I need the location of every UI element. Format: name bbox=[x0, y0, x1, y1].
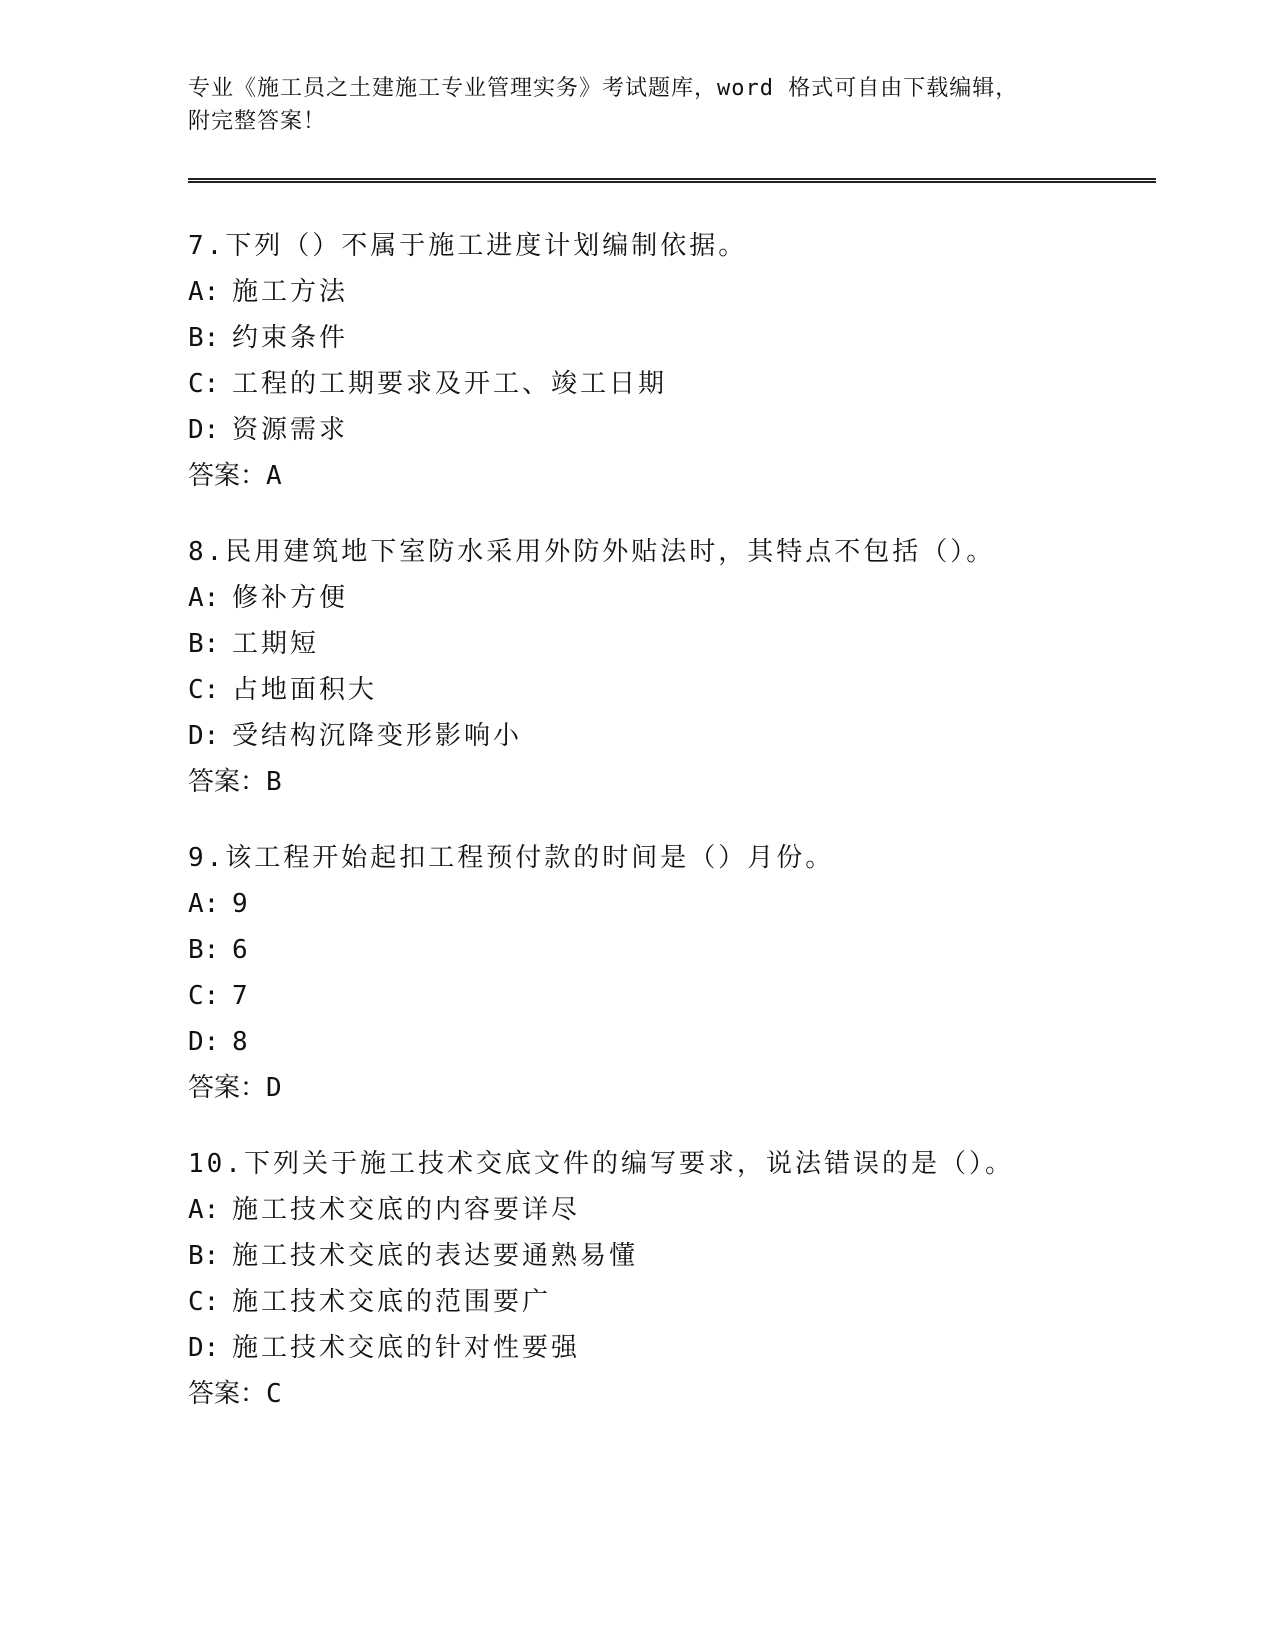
option-text: 施工技术交底的针对性要强 bbox=[232, 1333, 581, 1363]
option-d bbox=[188, 1325, 1148, 1371]
option-text: 修补方便 bbox=[232, 583, 349, 613]
question-9 bbox=[188, 835, 1148, 1111]
option-letter: D: bbox=[188, 415, 220, 445]
option-b bbox=[188, 315, 1148, 361]
question-stem: 9.该工程开始起扣工程预付款的时间是（）月份。 bbox=[188, 843, 835, 873]
option-text: 9 bbox=[232, 889, 251, 919]
answer-value: B bbox=[266, 767, 282, 797]
option-text: 施工技术交底的表达要通熟易懂 bbox=[232, 1241, 639, 1271]
option-text: 资源需求 bbox=[232, 415, 349, 445]
option-b bbox=[188, 621, 1148, 667]
answer-value: A bbox=[266, 461, 282, 491]
option-a bbox=[188, 575, 1148, 621]
document-header bbox=[188, 72, 1088, 138]
option-a bbox=[188, 1187, 1148, 1233]
option-c bbox=[188, 361, 1148, 407]
option-c bbox=[188, 1279, 1148, 1325]
question-10 bbox=[188, 1141, 1148, 1417]
answer-value: D bbox=[266, 1073, 282, 1103]
answer-line bbox=[188, 759, 1148, 805]
option-text: 施工方法 bbox=[232, 277, 349, 307]
header-line-1: 专业《施工员之土建施工专业管理实务》考试题库，word 格式可自由下载编辑， bbox=[188, 76, 1019, 101]
option-letter: A: bbox=[188, 1195, 220, 1225]
answer-value: C bbox=[266, 1379, 282, 1409]
option-letter: C: bbox=[188, 369, 220, 399]
answer-line bbox=[188, 1371, 1148, 1417]
option-letter: A: bbox=[188, 889, 220, 919]
question-stem: 10.下列关于施工技术交底文件的编写要求，说法错误的是（）。 bbox=[188, 1149, 1014, 1179]
option-a bbox=[188, 881, 1148, 927]
option-c bbox=[188, 973, 1148, 1019]
option-d bbox=[188, 1019, 1148, 1065]
answer-line bbox=[188, 1065, 1148, 1111]
question-8 bbox=[188, 529, 1148, 805]
option-letter: A: bbox=[188, 277, 220, 307]
option-letter: A: bbox=[188, 583, 220, 613]
option-letter: B: bbox=[188, 1241, 220, 1271]
option-text: 约束条件 bbox=[232, 323, 349, 353]
answer-prefix: 答案： bbox=[188, 461, 267, 491]
option-letter: C: bbox=[188, 1287, 220, 1317]
header-divider bbox=[188, 178, 1156, 183]
question-stem: 7.下列（）不属于施工进度计划编制依据。 bbox=[188, 231, 748, 261]
option-text: 7 bbox=[232, 981, 251, 1011]
option-letter: C: bbox=[188, 675, 220, 705]
option-text: 施工技术交底的内容要详尽 bbox=[232, 1195, 581, 1225]
option-text: 6 bbox=[232, 935, 251, 965]
option-letter: B: bbox=[188, 323, 220, 353]
option-letter: C: bbox=[188, 981, 220, 1011]
option-text: 工期短 bbox=[232, 629, 320, 659]
answer-prefix: 答案： bbox=[188, 767, 267, 797]
header-line-2: 附完整答案！ bbox=[188, 109, 327, 134]
option-text: 8 bbox=[232, 1027, 251, 1057]
option-text: 受结构沉降变形影响小 bbox=[232, 721, 523, 751]
option-text: 占地面积大 bbox=[232, 675, 378, 705]
option-letter: B: bbox=[188, 629, 220, 659]
option-text: 工程的工期要求及开工、竣工日期 bbox=[232, 369, 668, 399]
option-d bbox=[188, 407, 1148, 453]
option-c bbox=[188, 667, 1148, 713]
option-text: 施工技术交底的范围要广 bbox=[232, 1287, 552, 1317]
option-d bbox=[188, 713, 1148, 759]
answer-prefix: 答案： bbox=[188, 1073, 267, 1103]
option-letter: B: bbox=[188, 935, 220, 965]
answer-prefix: 答案： bbox=[188, 1379, 267, 1409]
option-b bbox=[188, 1233, 1148, 1279]
option-letter: D: bbox=[188, 721, 220, 751]
option-letter: D: bbox=[188, 1027, 220, 1057]
option-letter: D: bbox=[188, 1333, 220, 1363]
option-b bbox=[188, 927, 1148, 973]
option-a bbox=[188, 269, 1148, 315]
question-stem: 8.民用建筑地下室防水采用外防外贴法时，其特点不包括（）。 bbox=[188, 537, 996, 567]
answer-line bbox=[188, 453, 1148, 499]
question-7 bbox=[188, 223, 1148, 499]
